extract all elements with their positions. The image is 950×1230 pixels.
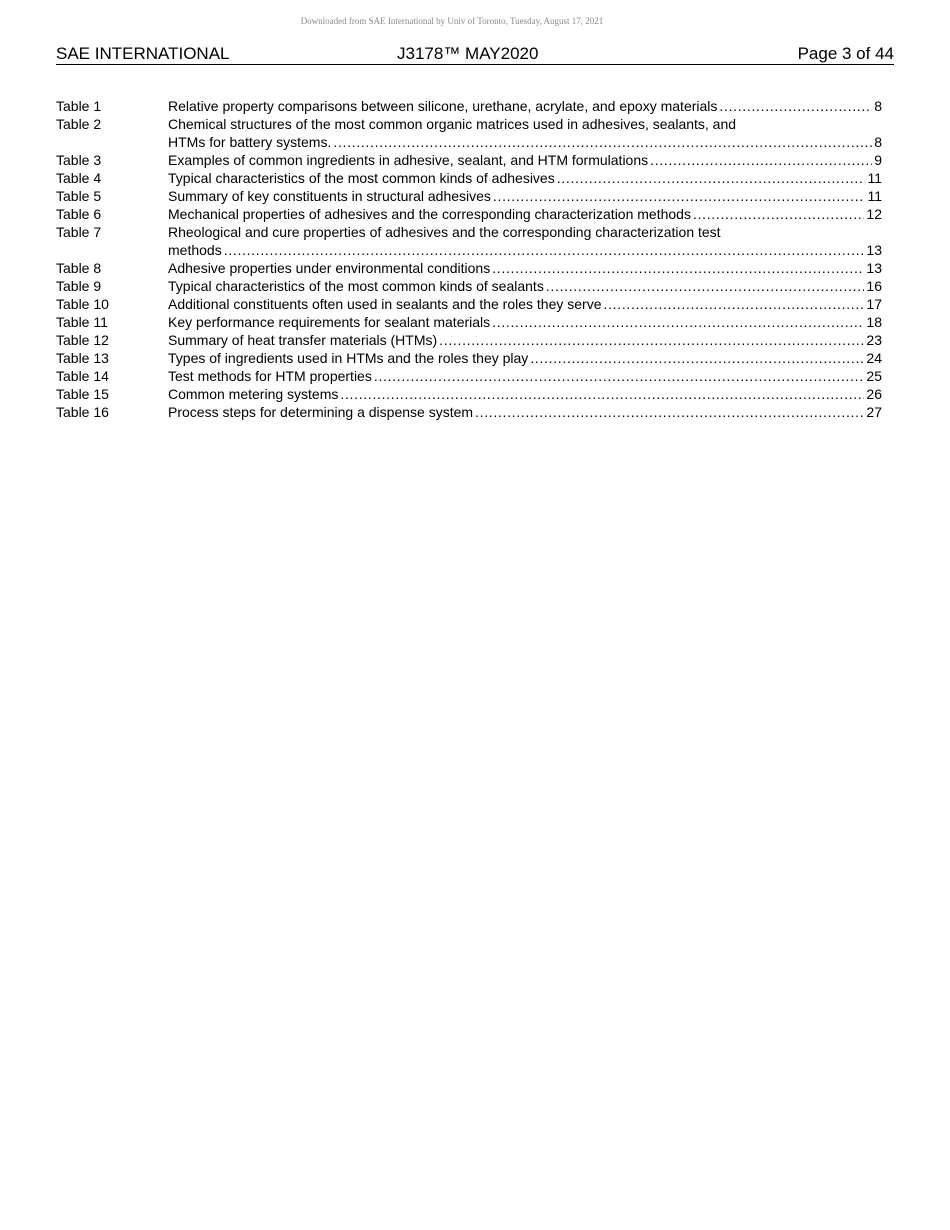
toc-entry-body	[168, 151, 882, 169]
dot-leader	[492, 313, 864, 331]
header-organization: SAE INTERNATIONAL	[56, 44, 230, 63]
list-of-tables	[56, 97, 882, 421]
toc-entry-line	[168, 385, 882, 403]
toc-entry-line	[168, 295, 882, 313]
toc-entry-body	[168, 223, 882, 259]
toc-entry-title: Typical characteristics of the most common kinds of adhesives	[168, 170, 555, 186]
toc-entry-line	[168, 349, 882, 367]
toc-entry-body	[168, 331, 882, 349]
toc-entry[interactable]	[56, 151, 882, 169]
header-page-number: Page 3 of 44	[797, 44, 894, 63]
toc-entry-title: Mechanical properties of adhesives and the corresponding characterization methods	[168, 206, 691, 222]
toc-entry-title: Summary of heat transfer materials (HTMs)	[168, 332, 438, 348]
toc-entry-title: Additional constituents often used in sealants and the roles they serve	[168, 296, 602, 312]
toc-entry-body	[168, 97, 882, 115]
toc-entry-page: 27	[866, 404, 882, 420]
toc-entry-page: 12	[866, 206, 882, 222]
toc-entry-label: Table 12	[56, 332, 109, 348]
toc-entry-title: Key performance requirements for sealant materials	[168, 314, 491, 330]
toc-entry-label: Table 5	[56, 188, 102, 204]
toc-entry-page: 13	[866, 260, 882, 276]
toc-entry-title: Common metering systems	[168, 386, 339, 402]
toc-entry-body	[168, 403, 882, 421]
toc-entry-line	[168, 277, 882, 295]
download-watermark: Downloaded from SAE International by Univ of Toronto, Tuesday, August 17, 2021	[300, 16, 604, 26]
dot-leader	[340, 385, 864, 403]
toc-entry-page: 24	[866, 350, 882, 366]
toc-entry-title: Chemical structures of the most common organic matrices used in adhesives, sealants, and	[168, 116, 737, 132]
toc-entry-page: 13	[866, 242, 882, 258]
toc-entry-label: Table 2	[56, 116, 102, 132]
dot-leader	[693, 205, 864, 223]
toc-entry[interactable]	[56, 295, 882, 313]
toc-entry-title: HTMs for battery systems.	[168, 134, 332, 150]
toc-entry[interactable]	[56, 277, 882, 295]
toc-entry-page: 26	[866, 386, 882, 402]
toc-entry-page: 18	[866, 314, 882, 330]
toc-entry-label: Table 13	[56, 350, 109, 366]
toc-entry-body	[168, 205, 882, 223]
dot-leader	[557, 169, 866, 187]
toc-entry-line	[168, 259, 882, 277]
toc-entry[interactable]	[56, 259, 882, 277]
toc-entry[interactable]	[56, 313, 882, 331]
toc-entry-title: Test methods for HTM properties	[168, 368, 372, 384]
toc-entry-line	[168, 151, 882, 169]
toc-entry-title: Adhesive properties under environmental conditions	[168, 260, 491, 276]
toc-entry-title: Process steps for determining a dispense system	[168, 404, 474, 420]
header-document-id: J3178™ MAY2020	[397, 44, 539, 63]
toc-entry-line	[168, 331, 882, 349]
toc-entry-line	[168, 169, 882, 187]
toc-entry[interactable]	[56, 223, 882, 259]
toc-entry-body	[168, 313, 882, 331]
dot-leader	[604, 295, 865, 313]
dot-leader	[493, 187, 866, 205]
toc-entry-label: Table 7	[56, 224, 102, 240]
toc-entry[interactable]	[56, 403, 882, 421]
toc-entry-body	[168, 169, 882, 187]
dot-leader	[333, 133, 872, 151]
dot-leader	[530, 349, 864, 367]
dot-leader	[224, 241, 865, 259]
toc-entry-line	[168, 133, 882, 151]
toc-entry-line	[168, 241, 882, 259]
toc-entry-page: 23	[866, 332, 882, 348]
toc-entry[interactable]	[56, 367, 882, 385]
dot-leader	[546, 277, 865, 295]
toc-entry-line	[168, 187, 882, 205]
toc-entry-body	[168, 385, 882, 403]
toc-entry-label: Table 9	[56, 278, 102, 294]
toc-entry[interactable]	[56, 169, 882, 187]
toc-entry-title: Summary of key constituents in structural adhesives	[168, 188, 491, 204]
toc-entry-page: 8	[874, 134, 882, 150]
toc-entry-label: Table 10	[56, 296, 109, 312]
dot-leader	[719, 97, 872, 115]
toc-entry[interactable]	[56, 349, 882, 367]
toc-entry-title: methods	[168, 242, 222, 258]
toc-entry-title: Rheological and cure properties of adhesives and the corresponding characterization test	[168, 224, 721, 240]
toc-entry-body	[168, 259, 882, 277]
toc-entry-label: Table 8	[56, 260, 102, 276]
toc-entry-line	[168, 403, 882, 421]
toc-entry-title: Relative property comparisons between silicone, urethane, acrylate, and epoxy materials	[168, 98, 718, 114]
toc-entry-body	[168, 349, 882, 367]
toc-entry-title: Examples of common ingredients in adhesive, sealant, and HTM formulations	[168, 152, 649, 168]
dot-leader	[492, 259, 864, 277]
toc-entry-page: 11	[867, 170, 882, 186]
toc-entry-label: Table 16	[56, 404, 109, 420]
toc-entry-line	[168, 97, 882, 115]
page-header	[56, 43, 894, 65]
toc-entry[interactable]	[56, 385, 882, 403]
toc-entry-body	[168, 187, 882, 205]
dot-leader	[650, 151, 872, 169]
toc-entry-body	[168, 277, 882, 295]
toc-entry-body	[168, 295, 882, 313]
toc-entry[interactable]	[56, 205, 882, 223]
toc-entry-body	[168, 115, 882, 151]
toc-entry-label: Table 14	[56, 368, 109, 384]
dot-leader	[475, 403, 864, 421]
toc-entry-label: Table 11	[56, 314, 108, 330]
toc-entry-page: 25	[866, 368, 882, 384]
dot-leader	[439, 331, 864, 349]
toc-entry[interactable]	[56, 331, 882, 349]
toc-entry-line	[168, 313, 882, 331]
toc-entry-page: 9	[874, 152, 882, 168]
toc-entry-title: Types of ingredients used in HTMs and the roles they play	[168, 350, 529, 366]
toc-entry-body	[168, 367, 882, 385]
toc-entry-line	[168, 367, 882, 385]
toc-entry-label: Table 1	[56, 98, 102, 114]
toc-entry-label: Table 6	[56, 206, 102, 222]
toc-entry-label: Table 15	[56, 386, 109, 402]
toc-entry-line	[168, 205, 882, 223]
toc-entry-line	[168, 115, 882, 133]
toc-entry[interactable]	[56, 187, 882, 205]
toc-entry-label: Table 4	[56, 170, 102, 186]
toc-entry-page: 8	[874, 98, 882, 114]
dot-leader	[374, 367, 865, 385]
toc-entry-page: 11	[867, 188, 882, 204]
toc-entry[interactable]	[56, 97, 882, 115]
toc-entry[interactable]	[56, 115, 882, 151]
toc-entry-title: Typical characteristics of the most common kinds of sealants	[168, 278, 544, 294]
toc-entry-page: 17	[866, 296, 882, 312]
toc-entry-line	[168, 223, 882, 241]
toc-entry-label: Table 3	[56, 152, 102, 168]
toc-entry-page: 16	[866, 278, 882, 294]
